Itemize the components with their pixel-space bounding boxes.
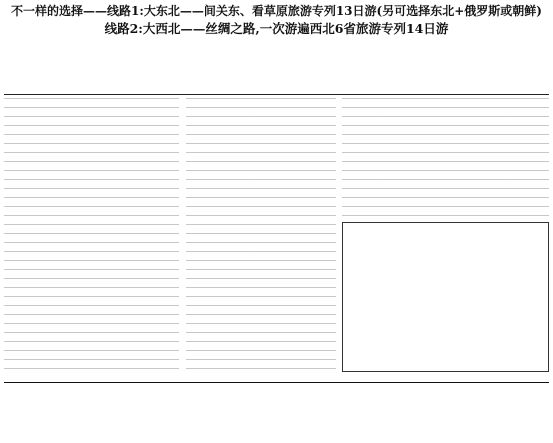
office-directory: [4, 382, 549, 441]
ad-headline: [4, 3, 549, 38]
price-box-title: [343, 223, 548, 225]
itinerary-price-box: [342, 222, 549, 372]
article-text-lines-1: [4, 98, 179, 374]
headline-route-1: 不一样的选择——线路1:大东北——间关东、看草原旅游专列13日游(另可选择东北+俄罗斯或朝鲜): [11, 4, 542, 18]
contact-info: [40, 59, 510, 93]
article-text-lines-3: [342, 98, 549, 216]
headline-route-2: 线路2:大西北——丝绸之路,一次游遍西北6省旅游专列14日游: [104, 21, 449, 36]
article-text-lines-2: [186, 98, 336, 374]
header-divider: [4, 94, 549, 95]
